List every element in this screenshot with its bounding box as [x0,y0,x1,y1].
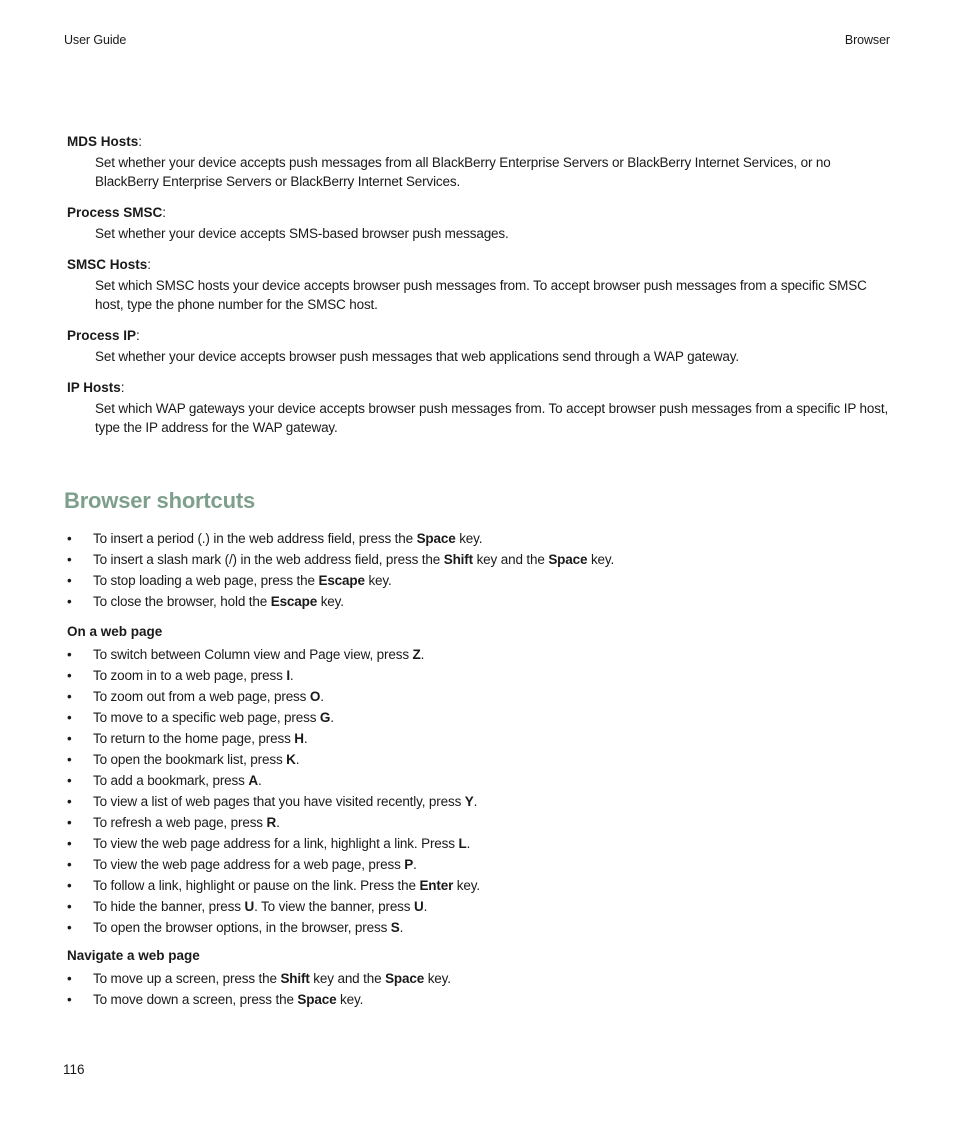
shortcut-item: • To close the browser, hold the Escape key. [67,591,897,612]
bullet-icon: • [67,836,72,851]
term-colon: : [138,134,143,149]
key-name: Shift [443,552,473,567]
term-colon: : [147,257,152,272]
bullet-icon: • [67,815,72,830]
key-name: R [266,815,277,830]
running-header-section: Browser [844,33,890,47]
key-name: Space [385,971,425,986]
bullet-icon: • [67,573,72,588]
term-description: Set which WAP gateways your device accepts browser push messages from. To accept browser push messages from a specific IP host, type the IP address for the WAP gateway. [95,401,889,435]
key-name: Y [464,794,474,809]
bullet-icon: • [67,731,72,746]
shortcut-item: • To zoom out from a web page, press O. [67,686,897,707]
bullet-icon: • [67,857,72,872]
definition-process-ip [67,327,893,366]
shortcut-item: • To follow a link, highlight or pause on the link. Press the Enter key. [67,875,897,896]
shortcut-item: • To return to the home page, press H. [67,728,897,749]
bullet-icon: • [67,920,72,935]
shortcut-item: • To add a bookmark, press A. [67,770,897,791]
shortcut-item: • To refresh a web page, press R. [67,812,897,833]
key-name: Space [416,531,456,546]
definition-mds-hosts [67,133,893,191]
term-description: Set which SMSC hosts your device accepts browser push messages from. To accept browser push messages from a specific SMSC host, type the phone number for the SMSC host. [95,278,867,312]
key-name: Escape [270,594,318,609]
key-name: G [319,710,331,725]
term-description: Set whether your device accepts push messages from all BlackBerry Enterprise Servers or BlackBerry Internet Services, or no BlackBerry Enterprise Servers or BlackBerry Internet Services. [95,155,831,189]
shortcut-item: • To move up a screen, press the Shift key and the Space key. [67,968,897,989]
term-label: MDS Hosts [67,134,139,149]
term-description: Set whether your device accepts SMS-based browser push messages. [95,226,509,241]
term-colon: : [136,328,140,343]
bullet-icon: • [67,878,72,893]
definition-smsc-hosts [67,256,893,314]
shortcut-item: • To insert a period (.) in the web address field, press the Space key. [67,528,897,549]
term-label: IP Hosts [67,380,121,395]
definition-process-smsc [67,204,893,243]
bullet-icon: • [67,773,72,788]
bullet-icon: • [67,552,72,567]
bullet-icon: • [67,899,72,914]
subsection-heading: Navigate a web page [67,948,200,963]
key-name: Enter [419,878,454,893]
shortcut-item: • To open the browser options, in the browser, press S. [67,917,897,938]
key-name: Shift [280,971,310,986]
shortcut-item: • To open the bookmark list, press K. [67,749,897,770]
section-title: Browser shortcuts [64,488,255,513]
term-colon: : [162,205,167,220]
key-name: K [286,752,296,767]
bullet-icon: • [67,710,72,725]
key-name: O [309,689,321,704]
key-name: U [413,899,424,914]
bullet-icon: • [67,971,72,986]
key-name: Escape [318,573,365,588]
term-label: Process SMSC [67,205,163,220]
key-name: S [390,920,400,935]
key-name: U [244,899,255,914]
shortcut-item: • To hide the banner, press U. To view the banner, press U. [67,896,897,917]
shortcut-list [67,644,897,938]
key-name: Space [548,552,588,567]
key-name: Z [412,647,421,662]
web-page-shortcuts-block [67,623,897,938]
key-name: I [286,668,290,683]
shortcut-item: • To view the web page address for a link, highlight a link. Press L. [67,833,897,854]
key-name: P [404,857,414,872]
subsection-heading: On a web page [67,624,163,639]
term-description: Set whether your device accepts browser push messages that web applications send through a WAP gateway. [95,349,739,364]
key-name: L [458,836,467,851]
bullet-icon: • [67,594,72,609]
navigate-shortcuts-block [67,947,897,1010]
bullet-icon: • [67,531,72,546]
term-colon: : [120,380,125,395]
shortcut-list [67,968,897,1010]
bullet-icon: • [67,752,72,767]
shortcut-item: • To move down a screen, press the Space key. [67,989,897,1010]
bullet-icon: • [67,668,72,683]
definition-ip-hosts [67,379,893,437]
general-shortcuts-block [67,528,897,612]
shortcut-item: • To move to a specific web page, press G. [67,707,897,728]
bullet-icon: • [67,794,72,809]
shortcut-item: • To switch between Column view and Page view, press Z. [67,644,897,665]
shortcut-list [67,528,897,612]
shortcut-item: • To view a list of web pages that you have visited recently, press Y. [67,791,897,812]
bullet-icon: • [67,689,72,704]
term-label: Process IP [67,328,137,343]
key-name: H [294,731,304,746]
shortcut-item: • To stop loading a web page, press the Escape key. [67,570,897,591]
push-settings-definitions [67,133,893,450]
bullet-icon: • [67,992,72,1007]
key-name: A [248,773,258,788]
shortcut-item: • To zoom in to a web page, press I. [67,665,897,686]
shortcut-item: • To view the web page address for a web page, press P. [67,854,897,875]
running-header-title: User Guide [64,33,127,47]
key-name: Space [297,992,337,1007]
shortcut-item: • To insert a slash mark (/) in the web address field, press the Shift key and the Space key. [67,549,897,570]
page-number: 116 [63,1062,85,1077]
bullet-icon: • [67,647,72,662]
term-label: SMSC Hosts [67,257,148,272]
